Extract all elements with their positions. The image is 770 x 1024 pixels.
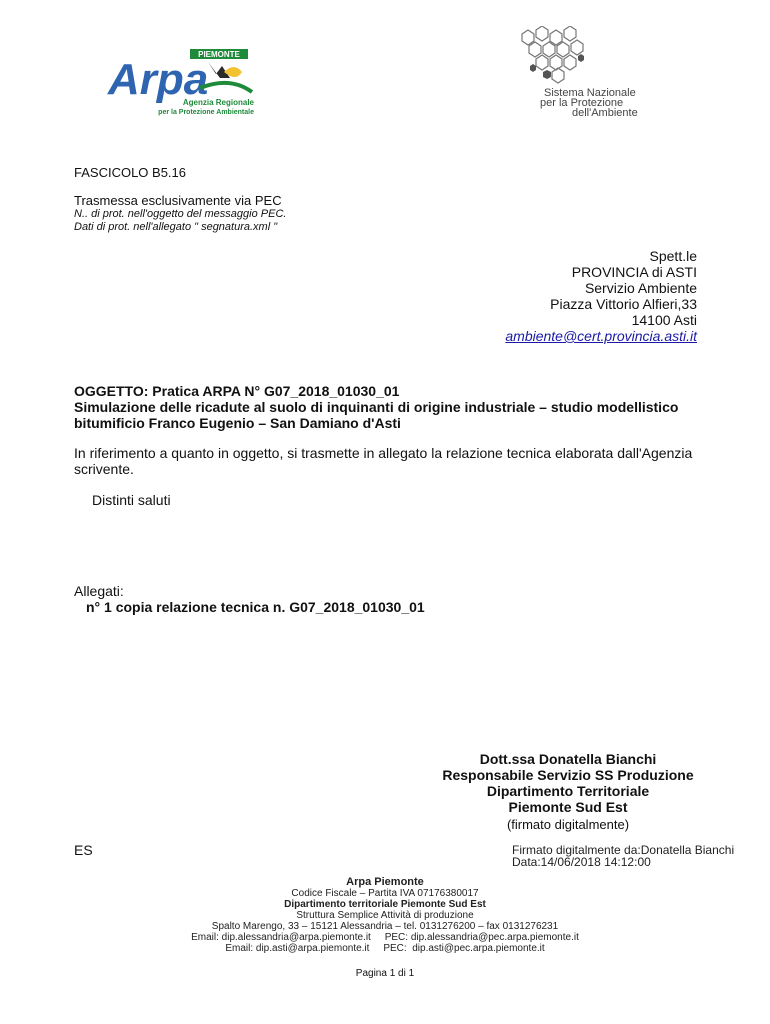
fascicolo-code: FASCICOLO B5.16 bbox=[74, 165, 186, 180]
recipient-address bbox=[505, 248, 697, 344]
page-footer bbox=[100, 877, 670, 954]
recipient-city: 14100 Asti bbox=[631, 312, 697, 328]
recipient-salutation: Spett.le bbox=[649, 248, 697, 264]
arpa-logo-name: Arpa bbox=[108, 55, 209, 104]
body-paragraph: In riferimento a quanto in oggetto, si trasmette in allegato la relazione tecnica elaborata dall'Agenzia scrivente. bbox=[74, 445, 693, 477]
footer-unit: Struttura Semplice Attività di produzione bbox=[296, 910, 474, 921]
arpa-logo-badge: PIEMONTE bbox=[198, 50, 240, 59]
subject-line-1: OGGETTO: Pratica ARPA N° G07_2018_01030_01 bbox=[74, 383, 400, 399]
signer-role: Responsabile Servizio SS Produzione bbox=[442, 767, 694, 783]
footer-email-asti: Email: dip.asti@arpa.piemonte.it PEC: dip.asti@pec.arpa.piemonte.it bbox=[225, 943, 545, 954]
author-initials: ES bbox=[74, 842, 93, 858]
footer-org: Arpa Piemonte bbox=[346, 876, 424, 888]
digital-signature-stamp bbox=[512, 844, 734, 868]
signature-note: (firmato digitalmente) bbox=[506, 817, 630, 832]
subject-line-3: bitumificio Franco Eugenio – San Damiano d'Asti bbox=[74, 415, 401, 431]
arpa-logo-graphic bbox=[104, 48, 264, 120]
digital-stamp-date: Data:14/06/2018 14:12:00 bbox=[512, 855, 651, 869]
closing-greeting: Distinti saluti bbox=[92, 492, 171, 508]
recipient-organization: PROVINCIA di ASTI bbox=[571, 264, 697, 280]
signer-name: Dott.ssa Donatella Bianchi bbox=[479, 751, 657, 767]
snpa-line-3: dell'Ambiente bbox=[572, 107, 638, 119]
arpa-logo-tagline-2: per la Protezione Ambientale bbox=[158, 109, 254, 116]
snpa-line-1: Sistema Nazionale bbox=[544, 87, 636, 99]
arpa-logo-tagline-1: Agenzia Regionale bbox=[182, 98, 254, 107]
subject-block bbox=[74, 383, 714, 431]
recipient-street: Piazza Vittorio Alfieri,33 bbox=[550, 296, 697, 312]
footer-email-alessandria: Email: dip.alessandria@arpa.piemonte.it PEC: dip.alessandria@pec.arpa.piemonte.it bbox=[191, 932, 579, 943]
footer-fiscal: Codice Fiscale – Partita IVA 07176380017 bbox=[291, 888, 479, 899]
attachment-item: n° 1 copia relazione tecnica n. G07_2018_01030_01 bbox=[86, 599, 425, 615]
snpa-hexagon-graphic bbox=[512, 26, 672, 88]
snpa-line-2: per la Protezione bbox=[540, 97, 624, 109]
arpa-piemonte-logo bbox=[104, 48, 264, 120]
recipient-department: Servizio Ambiente bbox=[584, 280, 697, 296]
recipient-email-link[interactable]: ambiente@cert.provincia.asti.it bbox=[505, 328, 697, 344]
snpa-logo bbox=[512, 26, 672, 120]
signature-block bbox=[420, 751, 716, 833]
footer-address: Spalto Marengo, 33 – 15121 Alessandria – tel. 0131276200 – fax 0131276231 bbox=[211, 921, 559, 932]
signer-area: Piemonte Sud Est bbox=[508, 799, 628, 815]
signer-department: Dipartimento Territoriale bbox=[486, 783, 650, 799]
attachments-label: Allegati: bbox=[74, 583, 124, 599]
signature-file-note: Dati di prot. nell'allegato " segnatura.xml " bbox=[74, 221, 278, 233]
protocol-note: N.. di prot. nell'oggetto del messaggio PEC. bbox=[74, 208, 287, 220]
transmission-note: Trasmessa esclusivamente via PEC bbox=[74, 193, 282, 208]
digital-stamp-signer: Firmato digitalmente da:Donatella Bianchi bbox=[512, 843, 735, 857]
subject-line-2: Simulazione delle ricadute al suolo di inquinanti di origine industriale – studio modellistico bbox=[74, 399, 679, 415]
footer-department: Dipartimento territoriale Piemonte Sud Est bbox=[284, 899, 486, 910]
page-number: Pagina 1 di 1 bbox=[355, 968, 415, 979]
